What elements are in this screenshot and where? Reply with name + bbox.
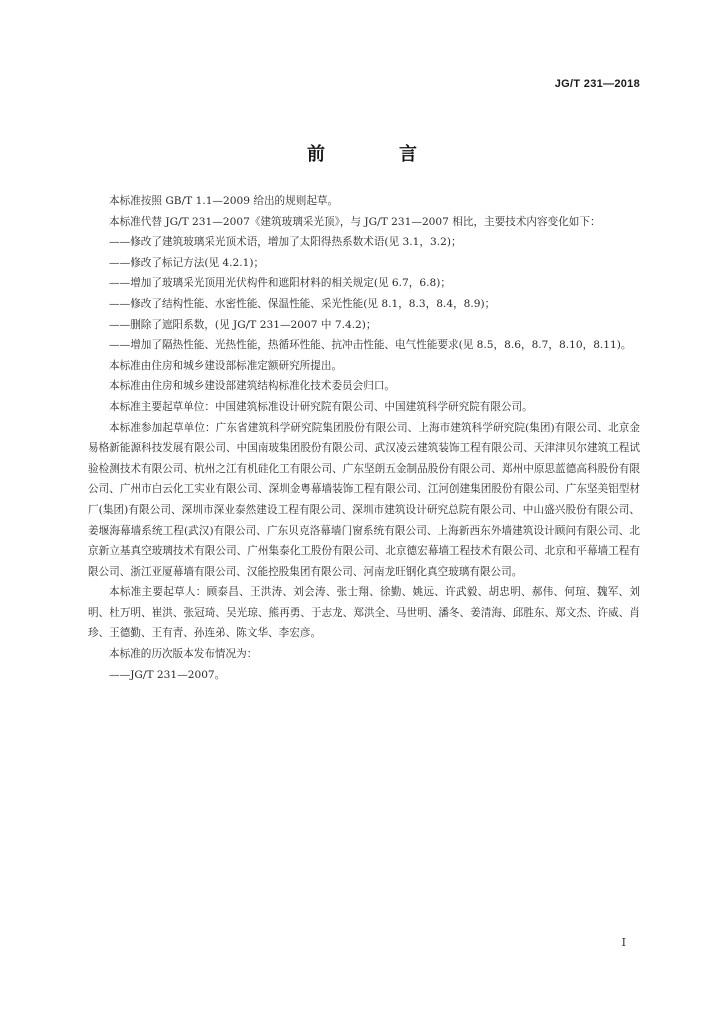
change-item: ——修改了结构性能、水密性能、保温性能、采光性能(见 8.1，8.3，8.4，8.9)； — [109, 297, 496, 310]
paragraph-main-drafters: 本标准主要起草单位：中国建筑标准设计研究院有限公司、中国建筑科学研究院有限公司。 — [109, 400, 533, 413]
foreword-body — [88, 191, 640, 685]
paragraph-participating-drafters: 本标准参加起草单位：广东省建筑科学研究院集团股份有限公司、上海市建筑科学研究院(集团)有限公司、北京金易格新能源科技发展有限公司、中国南玻集团股份有限公司、武汉凌云建筑装饰工程有限公司、天津津贝尔建筑工程试验检测技术有限公司、杭州之江有机硅化工有限公司、广东坚朗五金制品股份有限公司、郑州中原思蓝德高科股份有限公司、广州市白云化工实业有限公司、深圳金粤幕墙装饰工程有限公司、江河创建集团股份有限公司、广东坚美铝型材厂(集团)有限公司、深圳市深业泰然建设工程有限公司、深圳市建筑设计研究总院有限公司、中山盛兴股份有限公司、姜堰海幕墙系统工程(武汉)有限公司、广东贝克洛幕墙门窗系统有限公司、上海新西东外墙建筑设计顾问有限公司、北京新立基真空玻璃技术有限公司、广州集泰化工股份有限公司、北京德宏幕墙工程技术有限公司、北京和平幕墙工程有限公司、浙江亚厦幕墙有限公司、汉能控股集团有限公司、河南龙旺钢化真空玻璃有限公司。 — [88, 421, 640, 578]
change-item: ——删除了遮阳系数，(见 JG/T 231—2007 中 7.4.2)； — [109, 318, 377, 331]
page-number: I — [621, 936, 626, 949]
paragraph-proposer: 本标准由住房和城乡建设部标准定额研究所提出。 — [109, 359, 343, 372]
paragraph-drafting-persons: 本标准主要起草人：顾泰昌、王洪涛、刘会涛、张士翔、徐勤、姚远、许武毅、胡忠明、郝伟、何瑄、魏军、刘明、杜万明、崔洪、张冠琦、吴光琼、熊再勇、于志龙、郑洪全、马世明、潘冬、姜清海、邱胜东、郑文杰、许威、肖珍、王德勤、王有青、孙连弟、陈文华、李宏彦。 — [88, 586, 640, 640]
change-item: ——增加了隔热性能、光热性能，热循环性能、抗冲击性能、电气性能要求(见 8.5，8.6，8.7，8.10，8.11)。 — [109, 339, 632, 352]
paragraph-committee: 本标准由住房和城乡建设部建筑结构标准化技术委员会归口。 — [109, 380, 396, 393]
standard-code: JG/T 231—2018 — [554, 78, 640, 90]
change-item: ——增加了玻璃采光顶用光伏构件和遮阳材料的相关规定(见 6.7，6.8)； — [109, 277, 451, 290]
history-item: ——JG/T 231—2007。 — [109, 668, 226, 681]
page-title: 前 言 — [307, 144, 445, 165]
paragraph-replaces: 本标准代替 JG/T 231—2007《建筑玻璃采光顶》，与 JG/T 231—2007 相比，主要技术内容变化如下： — [109, 215, 601, 228]
change-item: ——修改了标记方法(见 4.2.1)； — [109, 256, 265, 269]
paragraph-history: 本标准的历次版本发布情况为： — [109, 648, 258, 661]
change-item: ——修改了建筑玻璃采光顶术语，增加了太阳得热系数术语(见 3.1，3.2)； — [109, 236, 462, 249]
paragraph-drafting-rules: 本标准按照 GB/T 1.1—2009 给出的规则起草。 — [109, 195, 339, 207]
